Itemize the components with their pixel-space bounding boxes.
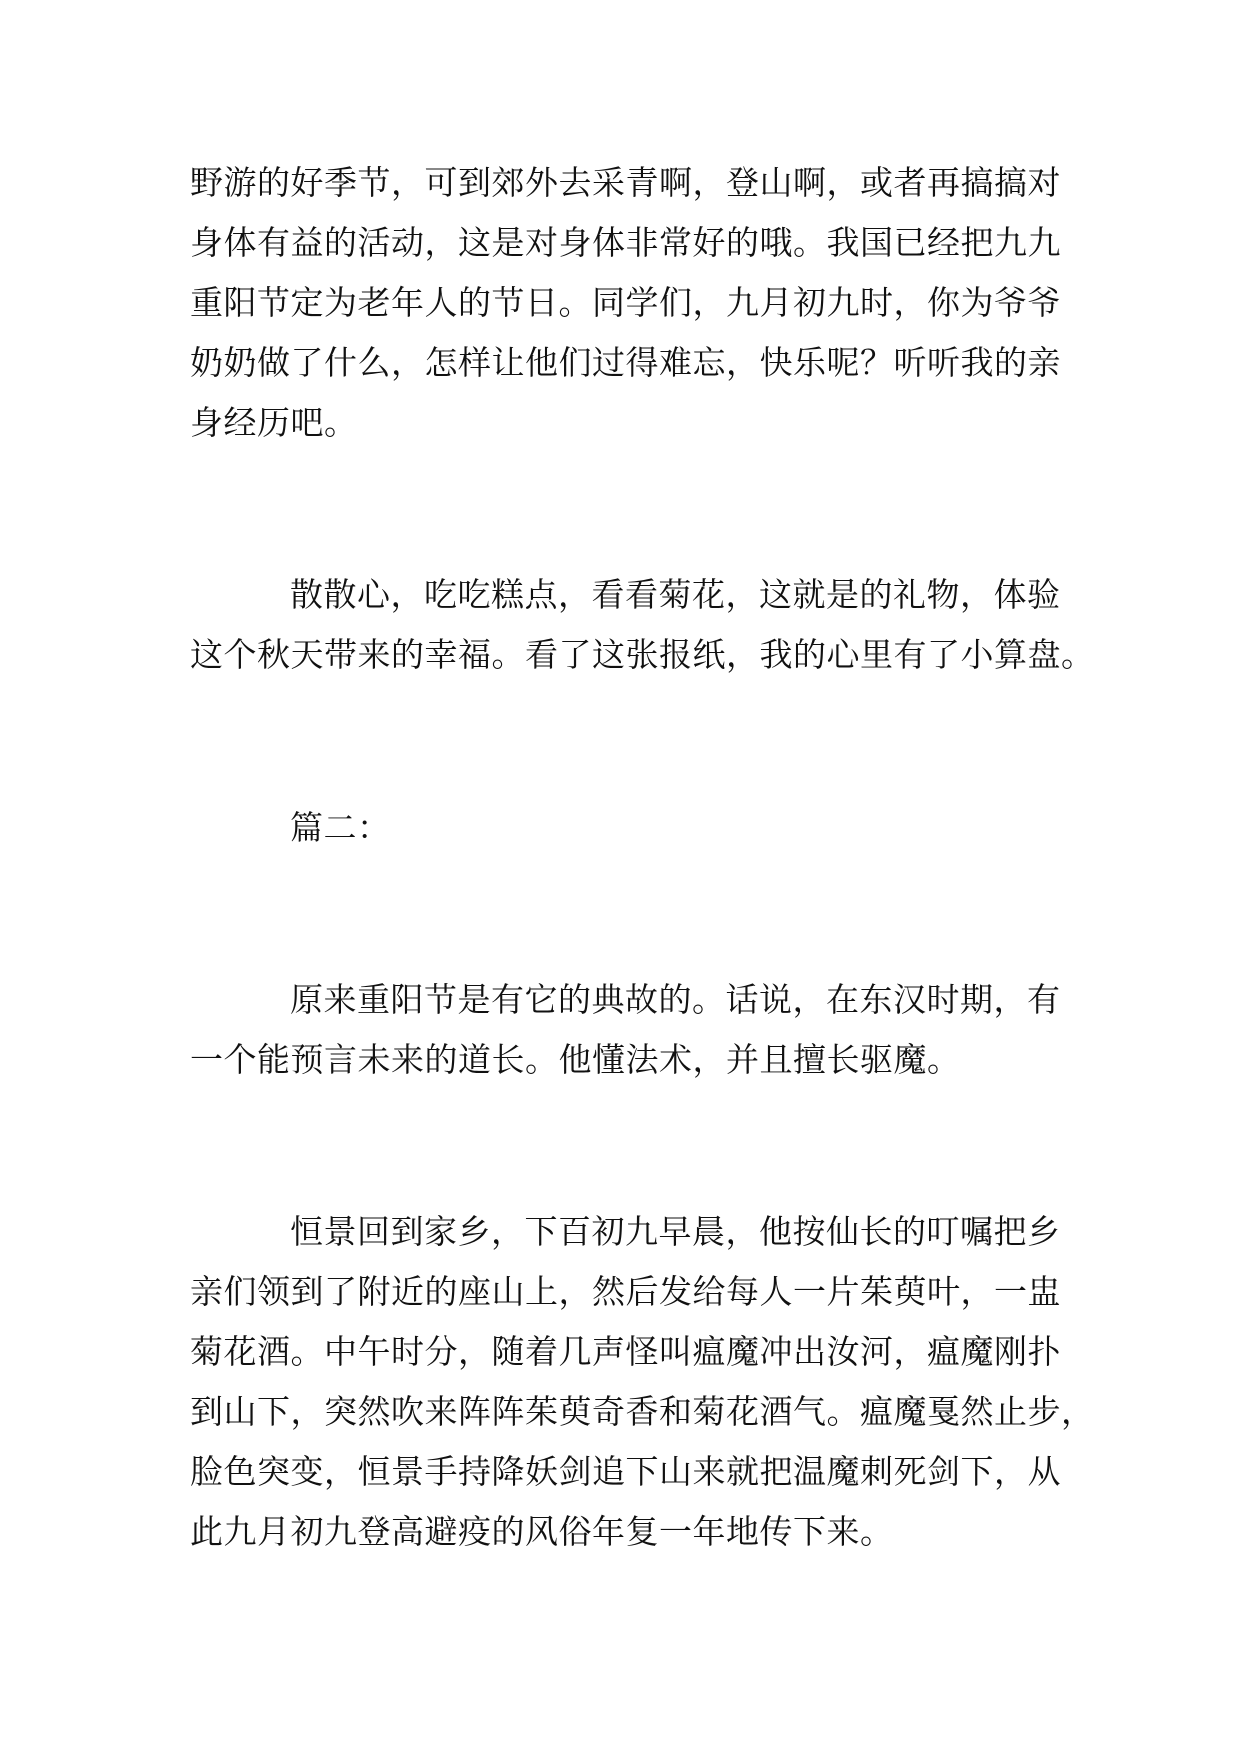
section-heading: 篇二： [290,808,391,847]
text-line: 恒景回到家乡，下百初九早晨，他按仙长的叮嘱把乡 [290,1212,1061,1251]
text-line: 菊花酒。中午时分，随着几声怪叫瘟魔冲出汝河，瘟魔刚扑 [190,1332,1061,1371]
text-line: 脸色突变，恒景手持降妖剑追下山来就把温魔刺死剑下，从 [190,1452,1061,1491]
text-line: 亲们领到了附近的座山上，然后发给每人一片茱萸叶，一盅 [190,1272,1061,1311]
text-line: 身经历吧。 [190,403,358,442]
text-line: 一个能预言未来的道长。他懂法术，并且擅长驱魔。 [190,1040,961,1079]
text-line: 奶奶做了什么，怎样让他们过得难忘，快乐呢？听听我的亲 [190,343,1061,382]
text-line: 到山下，突然吹来阵阵茱萸奇香和菊花酒气。瘟魔戛然止步， [190,1392,1095,1431]
text-line: 这个秋天带来的幸福。看了这张报纸，我的心里有了小算盘。 [190,635,1095,674]
text-line: 原来重阳节是有它的典故的。话说，在东汉时期，有 [290,980,1061,1019]
text-line: 重阳节定为老年人的节日。同学们，九月初九时，你为爷爷 [190,283,1061,322]
text-line: 此九月初九登高避疫的风俗年复一年地传下来。 [190,1512,894,1551]
text-line: 散散心，吃吃糕点，看看菊花，这就是的礼物，体验 [290,575,1061,614]
text-line: 身体有益的活动，这是对身体非常好的哦。我国已经把九九 [190,223,1061,262]
text-line: 野游的好季节，可到郊外去采青啊，登山啊，或者再搞搞对 [190,163,1061,202]
